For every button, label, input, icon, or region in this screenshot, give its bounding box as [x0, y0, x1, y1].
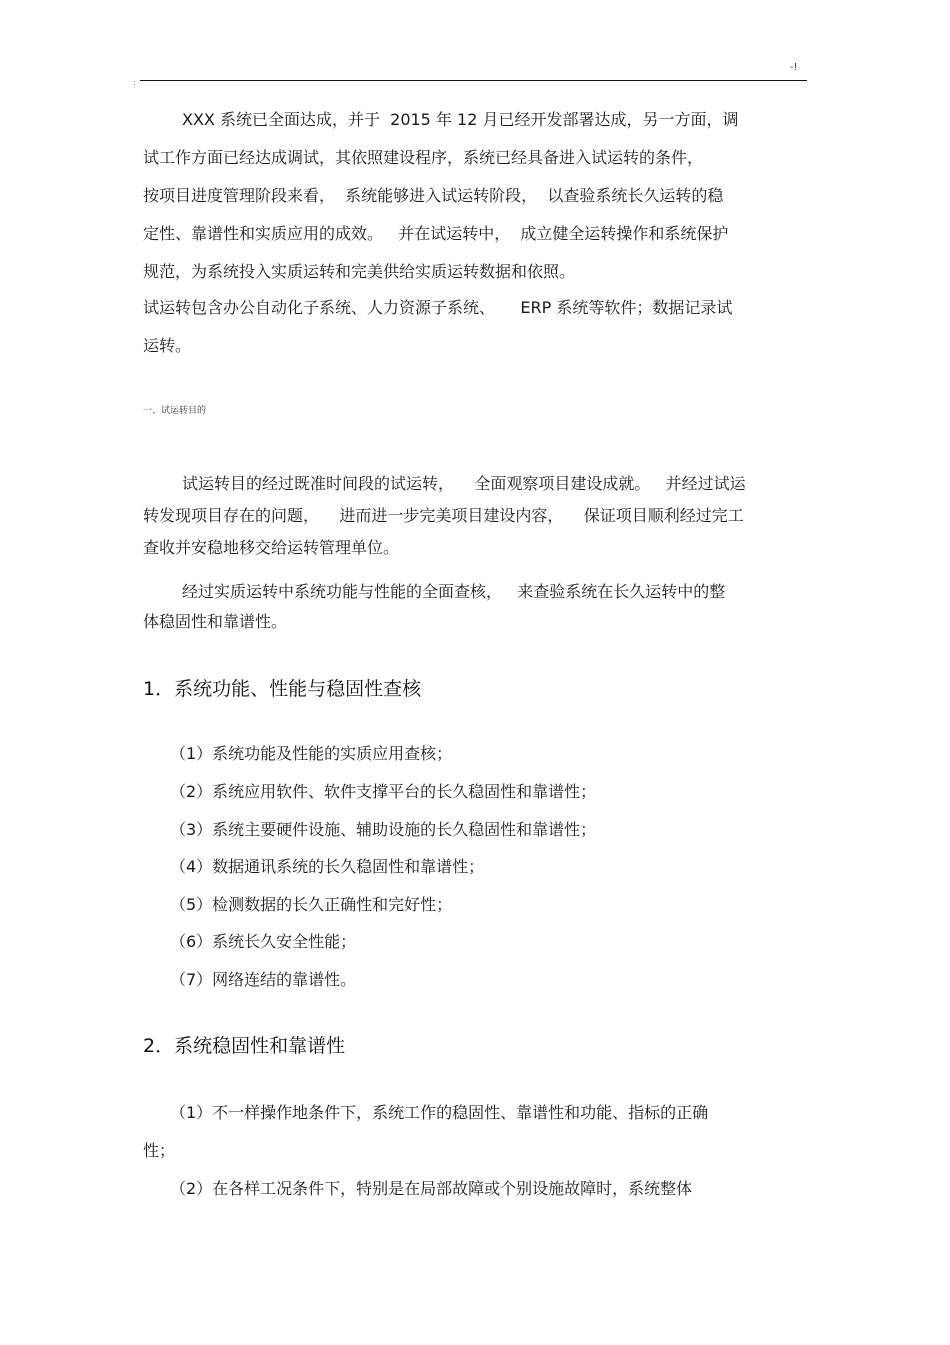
- section-2-title: 2．系统稳固性和靠谱性: [143, 1035, 346, 1057]
- section-2-line: （2）在各样工况条件下，特别是在局部故障或个别设施故障时，系统整体: [170, 1179, 693, 1198]
- page-mark: -!: [790, 62, 798, 73]
- intro-line: 试运转包含办公自动化子系统、人力资源子系统、 ERP 系统等软件；数据记录试: [143, 298, 733, 317]
- section-2-line: （1）不一样操作地条件下，系统工作的稳固性、靠谱性和功能、指标的正确: [170, 1103, 709, 1122]
- list-item: （6）系统长久安全性能；: [170, 932, 357, 951]
- list-item: （1）系统功能及性能的实质应用查核；: [170, 744, 453, 763]
- intro-line: XXX 系统已全面达成，并于 2015 年 12 月已经开发部署达成，另一方面，调: [182, 110, 739, 129]
- list-item: （4）数据通讯系统的长久稳固性和靠谱性；: [170, 857, 485, 876]
- section-1-title: 1．系统功能、性能与稳固性查核: [143, 678, 422, 700]
- list-item: （3）系统主要硬件设施、辅助设施的长久稳固性和靠谱性；: [170, 820, 597, 839]
- intro-line: 定性、靠谱性和实质应用的成效。 并在试运转中， 成立健全运转操作和系统保护: [143, 224, 729, 243]
- list-item: （5）检测数据的长久正确性和完好性；: [170, 895, 453, 914]
- intro-line: 试工作方面已经达成调试，其依照建设程序，系统已经具备进入试运转的条件，: [143, 148, 704, 167]
- purpose-line: 查收并安稳地移交给运转管理单位。: [143, 538, 400, 557]
- section-2-line: 性；: [143, 1141, 176, 1160]
- intro-line: 运转。: [143, 336, 192, 355]
- purpose-line: 转发现项目存在的问题， 进而进一步完美项目建设内容， 保证项目顺利经过完工: [143, 506, 744, 525]
- header-rule: [140, 80, 807, 81]
- intro-line: 按项目进度管理阶段来看， 系统能够进入试运转阶段， 以查验系统长久运转的稳: [143, 186, 724, 205]
- list-item: （2）系统应用软件、软件支撑平台的长久稳固性和靠谱性；: [170, 782, 597, 801]
- intro-line: 规范，为系统投入实质运转和完美供给实质运转数据和依照。: [143, 262, 576, 281]
- section-heading-purpose: 一、试运转目的: [143, 406, 207, 416]
- header-tick: :: [133, 78, 136, 87]
- purpose-line: 经过实质运转中系统功能与性能的全面查核， 来查验系统在长久运转中的整: [182, 582, 726, 601]
- purpose-line: 试运转目的经过既准时间段的试运转， 全面观察项目建设成就。 并经过试运: [182, 474, 746, 493]
- list-item: （7）网络连结的靠谱性。: [170, 970, 357, 989]
- purpose-line: 体稳固性和靠谱性。: [143, 612, 288, 631]
